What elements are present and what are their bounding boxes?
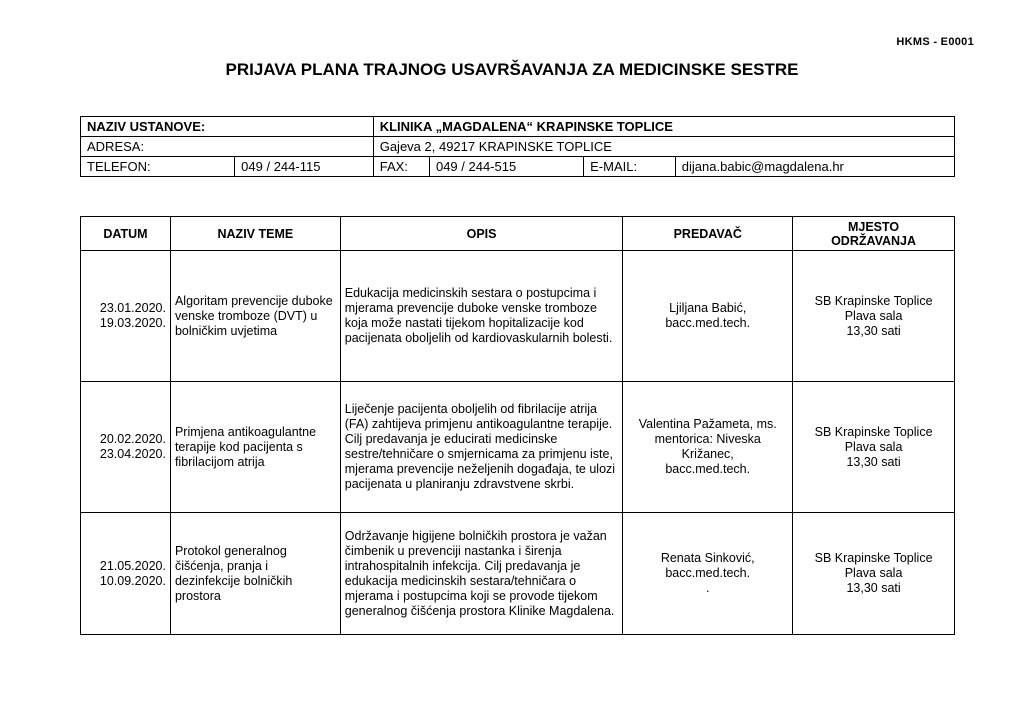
date-second: 23.04.2020. — [99, 447, 166, 461]
institution-contact-row — [81, 157, 955, 177]
predavac-line3: . — [705, 581, 710, 595]
cell-datum — [81, 513, 171, 635]
header-mjesto-odrzavanja — [793, 217, 955, 251]
date-first: 23.01.2020. — [99, 301, 166, 315]
institution-name-label: NAZIV USTANOVE: — [81, 117, 374, 137]
education-plan-table — [80, 216, 955, 635]
date-first: 21.05.2020. — [99, 558, 166, 573]
cell-datum — [81, 251, 171, 382]
cell-naziv-teme: Algoritam prevencije duboke venske tromboze (DVT) u bolničkim uvjetima — [170, 251, 340, 382]
mjesto-line1: SB Krapinske Toplice — [814, 424, 933, 439]
fax-label: FAX: — [373, 157, 429, 177]
date-second: 19.03.2020. — [99, 316, 166, 330]
header-predavac: PREDAVAČ — [623, 217, 793, 251]
header-datum: DATUM — [81, 217, 171, 251]
phone-value: 049 / 244-115 — [235, 157, 374, 177]
predavac-line3: bacc.med.tech. — [665, 462, 751, 476]
header-mjesto-line2: ODRŽAVANJA — [831, 233, 917, 248]
date-second: 10.09.2020. — [99, 573, 166, 588]
mjesto-line3: 13,30 sati — [846, 454, 901, 469]
institution-address-row — [81, 137, 955, 157]
predavac-line2: mentorica: Niveska Križanec, — [654, 432, 761, 461]
table-row — [81, 382, 955, 513]
cell-predavac — [623, 382, 793, 513]
predavac-line1: Renata Sinković, — [660, 551, 755, 565]
predavac-line2: bacc.med.tech. — [665, 566, 751, 580]
institution-name-value: KLINIKA „MAGDALENA“ KRAPINSKE TOPLICE — [373, 117, 954, 137]
cell-naziv-teme: Primjena antikoagulantne terapije kod pacijenta s fibrilacijom atrija — [170, 382, 340, 513]
address-value: Gajeva 2, 49217 KRAPINSKE TOPLICE — [373, 137, 954, 157]
document-code: HKMS - E0001 — [896, 36, 974, 48]
predavac-line1: Ljiljana Babić, — [669, 301, 747, 315]
page-title: PRIJAVA PLANA TRAJNOG USAVRŠAVANJA ZA MEDICINSKE SESTRE — [225, 60, 799, 79]
mjesto-line1: SB Krapinske Toplice — [814, 293, 933, 308]
header-mjesto-line1: MJESTO — [847, 219, 900, 234]
mjesto-line3: 13,30 sati — [846, 581, 901, 595]
phone-label: TELEFON: — [81, 157, 235, 177]
cell-opis: Edukacija medicinskih sestara o postupcima i mjerama prevencije duboke venske tromboze koja može nastati tijekom hopitalizacije kod pacijenata oboljelih od kardiovaskularnih bolesti. — [340, 251, 623, 382]
mjesto-line3: 13,30 sati — [846, 323, 901, 338]
cell-datum — [81, 382, 171, 513]
mjesto-line2: Plava sala — [844, 566, 903, 580]
address-label: ADRESA: — [81, 137, 374, 157]
cell-opis: Liječenje pacijenta oboljelih od fibrilacije atrija (FA) zahtijeva primjenu antikoagulantne terapije. Cilj predavanja je educirati medicinske sestre/tehničare o smjernicama za primjenu iste, mjerama prevencije neželjenih događaja, te ulozi pacijenata u planiranju zdravstvene skrbi. — [340, 382, 623, 513]
predavac-line1: Valentina Pažameta, ms. — [638, 417, 777, 431]
institution-info-table — [80, 116, 955, 177]
cell-predavac — [623, 513, 793, 635]
mjesto-line2: Plava sala — [844, 439, 903, 454]
email-value: dijana.babic@magdalena.hr — [675, 157, 954, 177]
date-first: 20.02.2020. — [99, 432, 166, 446]
predavac-line2: bacc.med.tech. — [665, 316, 751, 330]
cell-mjesto — [793, 513, 955, 635]
cell-predavac — [623, 251, 793, 382]
table-header-row — [81, 217, 955, 251]
institution-name-row — [81, 117, 955, 137]
header-opis: OPIS — [340, 217, 623, 251]
email-label: E-MAIL: — [584, 157, 676, 177]
mjesto-line1: SB Krapinske Toplice — [814, 551, 933, 565]
table-row — [81, 251, 955, 382]
fax-value: 049 / 244-515 — [429, 157, 583, 177]
cell-naziv-teme: Protokol generalnog čišćenja, pranja i dezinfekcije bolničkih prostora — [170, 513, 340, 635]
header-naziv-teme: NAZIV TEME — [170, 217, 340, 251]
table-row — [81, 513, 955, 635]
cell-mjesto — [793, 251, 955, 382]
mjesto-line2: Plava sala — [844, 308, 903, 323]
cell-mjesto — [793, 382, 955, 513]
cell-opis: Održavanje higijene bolničkih prostora je važan čimbenik u prevenciji nastanka i širenja intrahospitalnih infekcija. Cilj predavanja je edukacija medicinskih sestara/tehničara o mjerama i postupcima koji se provode tijekom generalnog čišćenja prostora Klinike Magdalena. — [340, 513, 623, 635]
